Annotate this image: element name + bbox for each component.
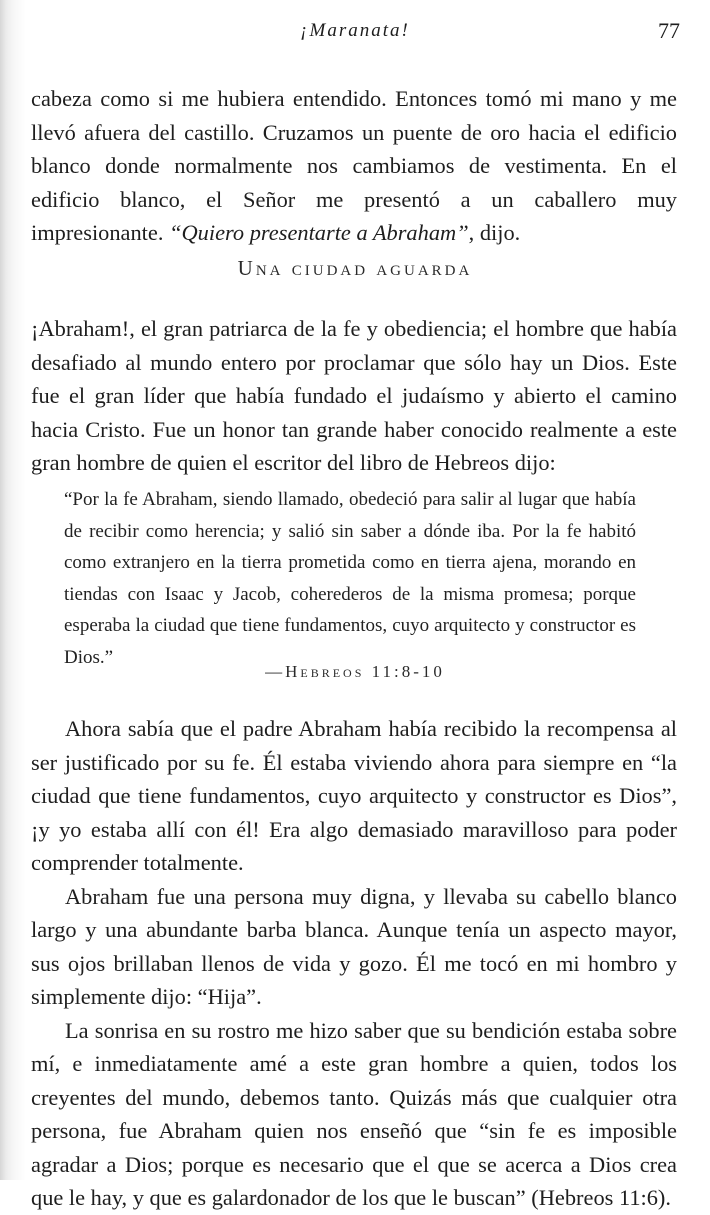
paragraph-justified-by-faith: Ahora sabía que el padre Abraham había recibido la recompensa al ser justificado por su fe. Él estaba viviendo ahora para siempre en “la ciudad que tiene fundamentos, cuyo arquitecto y constructor es Dios”, ¡y yo estaba allí con él! Era algo demasiado maravilloso para poder comprender totalmente. — [31, 716, 677, 875]
running-header — [0, 18, 710, 52]
abraham-intro-paragraph — [31, 312, 677, 480]
continuation-end: , dijo. — [468, 220, 521, 245]
page-number: 77 — [658, 18, 680, 43]
closing-paragraphs — [31, 712, 677, 1215]
paragraph-blessing: La sonrisa en su rostro me hizo saber que su bendición estaba sobre mí, e inmediatamente amé a este gran hombre a quien, todos los creyentes del mundo, debemos tanto. Quizás más que cualquier otra persona, fue Abraham quien nos enseñó que “sin fe es imposible agradar a Dios; porque es necesario que el que se acerca a Dios crea que le hay, y que es galardonador de los que le buscan” (Hebreos 11:6). — [31, 1017, 677, 1210]
quote-attribution: —Hebreos 11:8-10 — [265, 662, 445, 681]
continuation-quote: “Quiero presentarte a Abraham” — [169, 220, 469, 245]
abraham-intro-text: ¡Abraham!, el gran patriarca de la fe y obediencia; el hombre que había desafiado al mundo entero por proclamar que sólo hay un Dios. Este fue el gran líder que había fundado el judaísmo y abierto el camino hacia Cristo. Fue un honor tan grande haber conocido realmente a este gran hombre de quien el escritor del libro de Hebreos dijo: — [31, 316, 677, 475]
continuation-paragraph — [31, 82, 677, 250]
running-title: ¡Maranata! — [300, 20, 410, 41]
block-quote: “Por la fe Abraham, siendo llamado, obedeció para salir al lugar que había de recibir como herencia; y salió sin saber a dónde iba. Por la fe habitó como extranjero en la tierra prometida como en tierra ajena, morando en tiendas con Isaac y Jacob, coherederos de la misma promesa; porque esperaba la ciudad que tiene fundamentos, cuyo arquitecto y constructor es Dios.” — [64, 489, 636, 668]
section-heading: Una ciudad aguarda — [237, 256, 473, 280]
continuation-text: cabeza como si me hubiera entendido. Entonces tomó mi mano y me llevó afuera del castillo. Cruzamos un puente de oro hacia el edificio blanco donde normalmente nos cambiamos de vestimenta. En el edificio blanco, el Señor me presentó a un caballero muy impresionante. — [31, 86, 677, 245]
paragraph-abraham-description: Abraham fue una persona muy digna, y llevaba su cabello blanco largo y una abundante barba blanca. Aunque tenía un aspecto mayor, sus ojos brillaban llenos de vida y gozo. Él me tocó en mi hombro y simplemente dijo: “Hija”. — [31, 883, 677, 1009]
